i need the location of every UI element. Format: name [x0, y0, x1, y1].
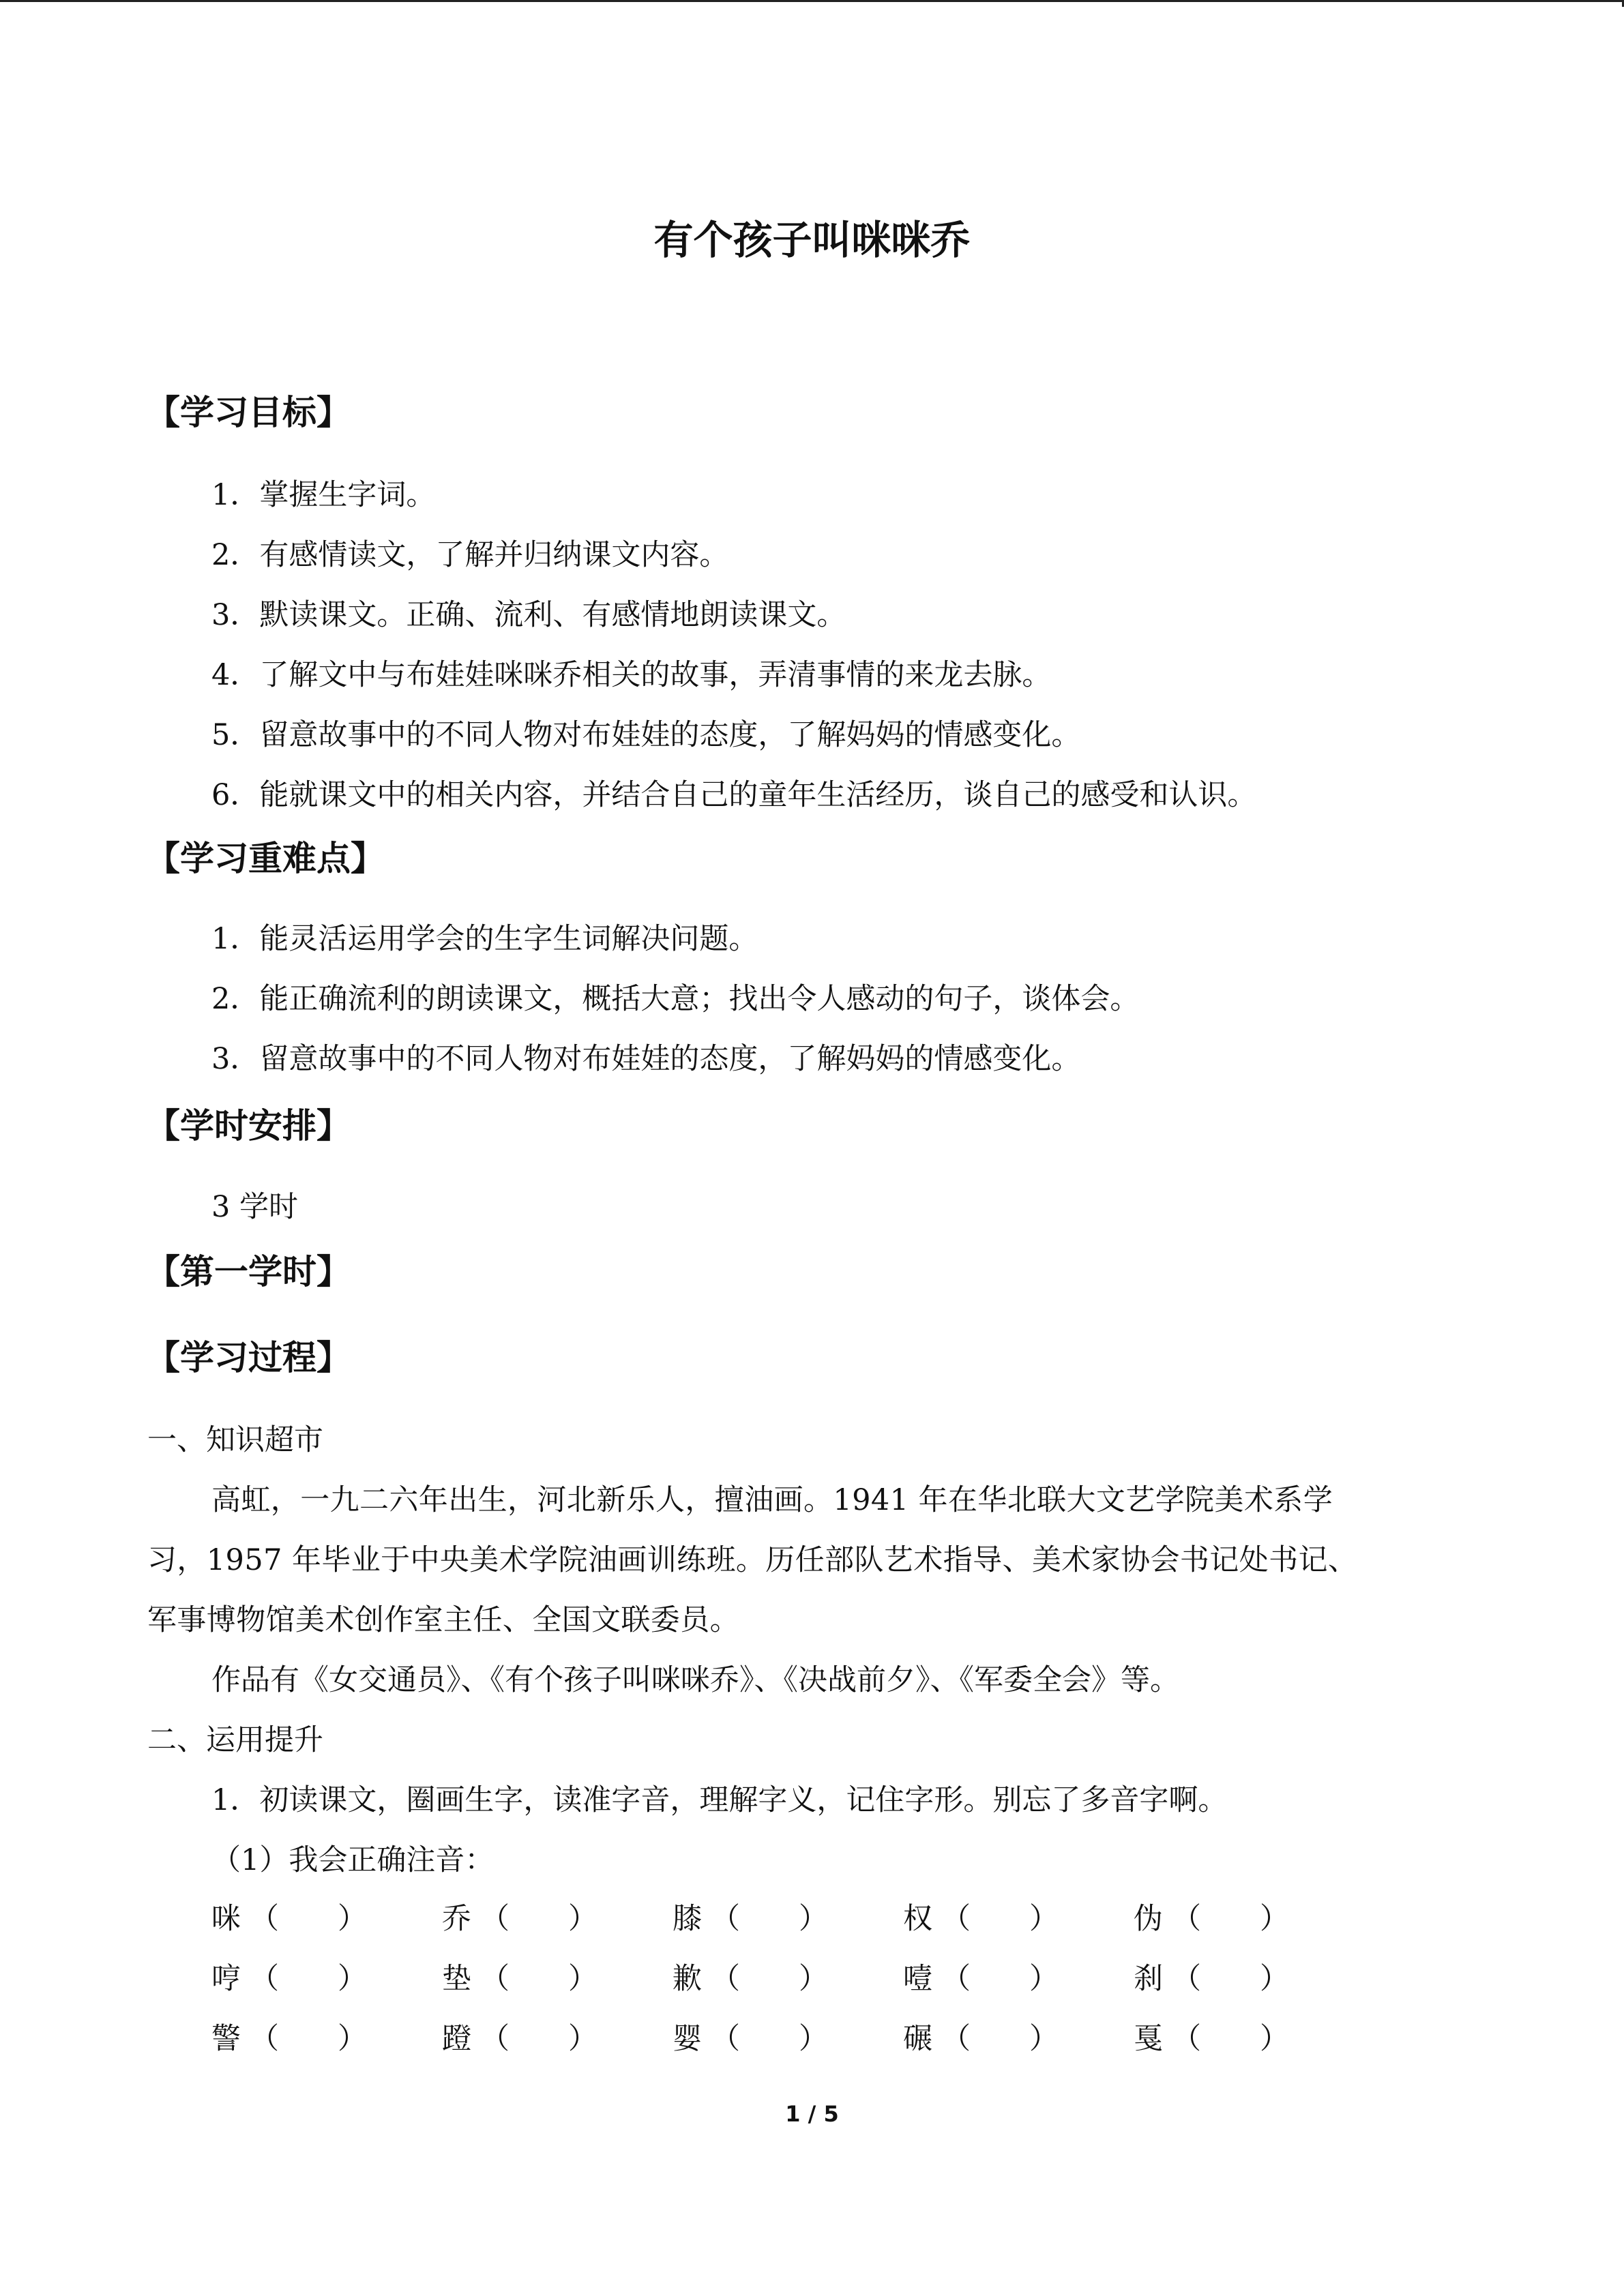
pinyin-cell: 咪 （ ）	[211, 1902, 367, 1936]
top-border	[0, 0, 1624, 2]
goals-heading: 【学习目标】	[146, 393, 351, 432]
paragraph-line: 高虹，一九二六年出生，河北新乐人，擅油画。1941 年在华北联大文艺学院美术系学	[211, 1483, 1333, 1517]
pinyin-cell: 膝 （ ）	[673, 1902, 828, 1936]
pinyin-cell: 哼 （ ）	[211, 1962, 367, 1996]
pinyin-cell: 歉 （ ）	[673, 1962, 828, 1996]
pinyin-cell: 噎 （ ）	[903, 1962, 1059, 1996]
goal-item: 4．了解文中与布娃娃咪咪乔相关的故事，弄清事情的来龙去脉。	[211, 658, 1052, 692]
goal-item: 2．有感情读文，了解并归纳课文内容。	[211, 538, 729, 572]
pinyin-cell: 刹 （ ）	[1134, 1962, 1289, 1996]
page-title: 有个孩子叫咪咪乔	[653, 217, 971, 263]
pinyin-cell: 垫 （ ）	[442, 1962, 597, 1996]
pinyin-cell: 碾 （ ）	[903, 2022, 1059, 2056]
schedule-heading: 【学时安排】	[146, 1106, 351, 1146]
pinyin-cell: 乔 （ ）	[442, 1902, 597, 1936]
keypoint-item: 2．能正确流利的朗读课文，概括大意；找出令人感动的句子，谈体会。	[211, 982, 1140, 1016]
pinyin-cell: 蹬 （ ）	[442, 2022, 597, 2056]
page-number: 1 / 5	[785, 2101, 839, 2127]
pinyin-cell: 伪 （ ）	[1134, 1902, 1289, 1936]
section-title: 二、运用提升	[147, 1723, 323, 1757]
pinyin-cell: 权 （ ）	[903, 1902, 1059, 1936]
pinyin-cell: 婴 （ ）	[673, 2022, 828, 2056]
keypoint-item: 3．留意故事中的不同人物对布娃娃的态度，了解妈妈的情感变化。	[211, 1042, 1081, 1076]
pinyin-cell: 警 （ ）	[211, 2022, 367, 2056]
pinyin-cell: 戛 （ ）	[1134, 2022, 1289, 2056]
process-heading: 【学习过程】	[146, 1338, 351, 1377]
goal-item: 6．能就课文中的相关内容，并结合自己的童年生活经历，谈自己的感受和认识。	[211, 778, 1257, 812]
keypoints-heading: 【学习重难点】	[146, 839, 385, 878]
paragraph-line: 作品有《女交通员》、《有个孩子叫咪咪乔》、《决战前夕》、《军委全会》等。	[211, 1663, 1179, 1697]
section-title: 一、知识超市	[147, 1423, 323, 1457]
goal-item: 5．留意故事中的不同人物对布娃娃的态度，了解妈妈的情感变化。	[211, 718, 1081, 752]
task-text: 1．初读课文，圈画生字，读准字音，理解字义，记住字形。别忘了多音字啊。	[211, 1783, 1228, 1817]
subtask-text: （1）我会正确注音：	[211, 1843, 494, 1877]
paragraph-line: 习，1957 年毕业于中央美术学院油画训练班。历任部队艺术指导、美术家协会书记处书记、	[147, 1543, 1358, 1577]
paragraph-line: 军事博物馆美术创作室主任、全国文联委员。	[147, 1603, 739, 1637]
keypoint-item: 1．能灵活运用学会的生字生词解决问题。	[211, 922, 758, 956]
goal-item: 3．默读课文。正确、流利、有感情地朗读课文。	[211, 598, 846, 632]
first-period-heading: 【第一学时】	[146, 1252, 351, 1292]
schedule-text: 3 学时	[211, 1190, 299, 1224]
goal-item: 1．掌握生字词。	[211, 478, 436, 512]
